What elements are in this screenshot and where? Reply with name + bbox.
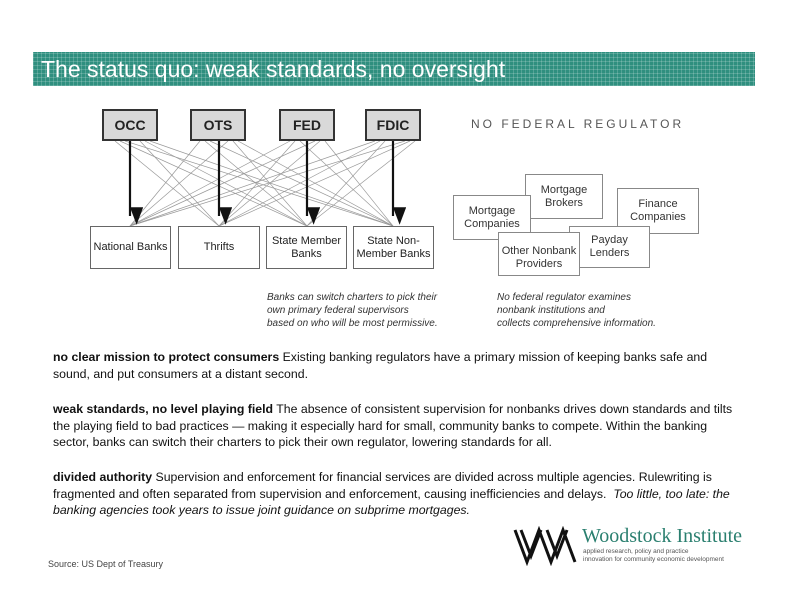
logo-name: Woodstock Institute bbox=[582, 525, 743, 547]
logo-tagline: applied research, policy and practice innovation for community economic development bbox=[583, 548, 724, 563]
institution-national-banks: National Banks bbox=[90, 226, 171, 269]
paragraph-heading: weak standards, no level playing field bbox=[53, 402, 274, 416]
nonbank-mortgage-companies: Mortgage Companies bbox=[453, 195, 531, 240]
paragraph-heading: no clear mission to protect consumers bbox=[53, 350, 280, 364]
institution-state-member-banks: State Member Banks bbox=[266, 226, 347, 269]
woodstock-logo-mark bbox=[513, 526, 581, 566]
nonbank-mortgage-brokers: Mortgage Brokers bbox=[525, 174, 603, 219]
nonbank-finance-companies: Finance Companies bbox=[617, 188, 699, 234]
cross-lines bbox=[115, 141, 415, 226]
agency-occ: OCC bbox=[102, 109, 158, 141]
no-federal-regulator-label: NO FEDERAL REGULATOR bbox=[471, 117, 685, 131]
paragraph-body: The absence of consistent supervision for nonbanks drives down standards and tilts the playing field to bad practices — making it especially hard for small, community banks to compete. Within the banking sector, banks can switch their charters to pick their own regulator, lowering standards for all. bbox=[53, 402, 733, 449]
institution-thrifts: Thrifts bbox=[178, 226, 260, 269]
caption-right: No federal regulator examines nonbank institutions and collects comprehensive information. bbox=[497, 292, 656, 329]
nonbank-other-providers: Other Nonbank Providers bbox=[498, 232, 580, 276]
paragraph-consumer-mission bbox=[53, 349, 743, 382]
agency-ots: OTS bbox=[190, 109, 246, 141]
paragraph-divided-authority bbox=[53, 469, 743, 519]
primary-arrows bbox=[130, 141, 393, 216]
institution-state-nonmember-banks: State Non- Member Banks bbox=[353, 226, 434, 269]
paragraph-weak-standards bbox=[53, 401, 743, 451]
paragraph-heading: divided authority bbox=[53, 470, 153, 484]
caption-left: Banks can switch charters to pick their own primary federal supervisors based on who will be most permissive. bbox=[267, 292, 438, 329]
title-bar bbox=[33, 52, 755, 86]
nonbank-payday-lenders: Payday Lenders bbox=[569, 226, 650, 268]
agency-fdic: FDIC bbox=[365, 109, 421, 141]
source-note: Source: US Dept of Treasury bbox=[48, 559, 164, 569]
paragraph-italic-note: Too little, too late: the banking agencies took years to issue joint guidance on subprime mortgages. bbox=[53, 486, 730, 517]
paragraph-body: Existing banking regulators have a primary mission of keeping banks safe and sound, and put consumers at a distant second. bbox=[53, 350, 708, 381]
agency-fed: FED bbox=[279, 109, 335, 141]
paragraph-body: Supervision and enforcement for financial services are divided across multiple agencies. Rulewriting is fragmented and often separated from supervision and enforcement, causing inefficiencies and delays. bbox=[53, 470, 716, 501]
page-title: The status quo: weak standards, no oversight bbox=[41, 56, 506, 82]
